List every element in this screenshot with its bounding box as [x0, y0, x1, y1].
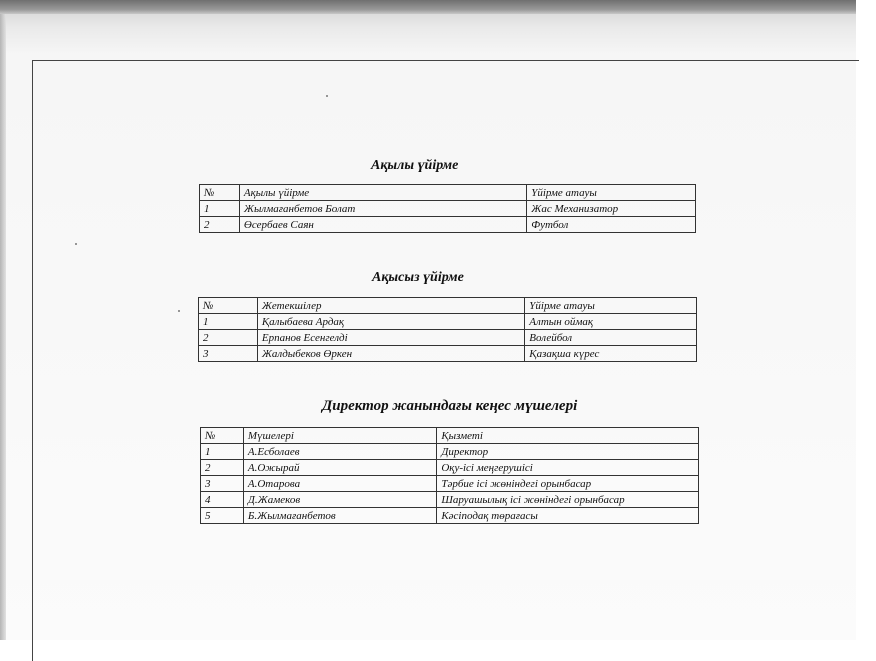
table-cell: 5: [201, 508, 244, 524]
table-cell: А.Есболаев: [243, 444, 436, 460]
table-cell: Жалдыбеков Өркен: [257, 346, 524, 362]
table-cell: Өсербаев Саян: [239, 217, 526, 233]
table-cell: Д.Жамеков: [243, 492, 436, 508]
table-header-row: [201, 428, 699, 444]
table-cell: Оқу-ісі меңгерушісі: [437, 460, 699, 476]
header-cell: Үйірме атауы: [525, 298, 697, 314]
table-row: [201, 492, 699, 508]
table-cell: 3: [201, 476, 244, 492]
table-row: [199, 314, 697, 330]
table-row: [201, 460, 699, 476]
table-row: [201, 508, 699, 524]
table-cell: А.Отарова: [243, 476, 436, 492]
table-row: [201, 444, 699, 460]
scan-right-margin: [856, 0, 876, 640]
table-cell: Жылмағанбетов Болат: [239, 201, 526, 217]
header-cell: Ақылы үйірме: [239, 185, 526, 201]
table-cell: 2: [199, 330, 258, 346]
table-row: [201, 476, 699, 492]
table-cell: 4: [201, 492, 244, 508]
table-row: [200, 217, 696, 233]
table-cell: 1: [201, 444, 244, 460]
header-cell: Қызметі: [437, 428, 699, 444]
table-cell: Қалыбаева Ардақ: [257, 314, 524, 330]
table-cell: Шаруашылық ісі жөніндегі орынбасар: [437, 492, 699, 508]
table-row: [199, 330, 697, 346]
table-cell: Қазақша күрес: [525, 346, 697, 362]
scan-speck: [75, 243, 77, 245]
table-cell: 2: [201, 460, 244, 476]
table-cell: 1: [200, 201, 240, 217]
section-title-free-clubs: Ақысыз үйірме: [372, 270, 464, 285]
council-members-table: [200, 427, 699, 524]
header-cell: Мүшелері: [243, 428, 436, 444]
paid-clubs-table: [199, 184, 696, 233]
table-header-row: [199, 298, 697, 314]
table-header-row: [200, 185, 696, 201]
section-title-council-members: Директор жанындағы кеңес мүшелері: [322, 398, 578, 414]
table-cell: 2: [200, 217, 240, 233]
table-cell: А.Ожырай: [243, 460, 436, 476]
header-cell: Жетекшілер: [257, 298, 524, 314]
table-row: [200, 201, 696, 217]
table-cell: Кәсіподақ төрағасы: [437, 508, 699, 524]
table-cell: 1: [199, 314, 258, 330]
table-cell: 3: [199, 346, 258, 362]
table-cell: Волейбол: [525, 330, 697, 346]
free-clubs-table: [198, 297, 697, 362]
table-cell: Футбол: [527, 217, 696, 233]
scan-top-strip: [0, 0, 876, 14]
table-cell: Ерпанов Есенгелді: [257, 330, 524, 346]
table-cell: Алтын оймақ: [525, 314, 697, 330]
table-cell: Директор: [437, 444, 699, 460]
header-cell: Үйірме атауы: [527, 185, 696, 201]
table-cell: Тәрбие ісі жөніндегі орынбасар: [437, 476, 699, 492]
section-title-paid-clubs: Ақылы үйірме: [371, 158, 459, 173]
paper-left-edge: [0, 14, 6, 640]
header-cell: №: [200, 185, 240, 201]
scan-speck: [178, 310, 180, 312]
scan-speck: [326, 95, 328, 97]
table-cell: Жас Механизатор: [527, 201, 696, 217]
header-cell: №: [199, 298, 258, 314]
header-cell: №: [201, 428, 244, 444]
table-row: [199, 346, 697, 362]
table-cell: Б.Жылмағанбетов: [243, 508, 436, 524]
